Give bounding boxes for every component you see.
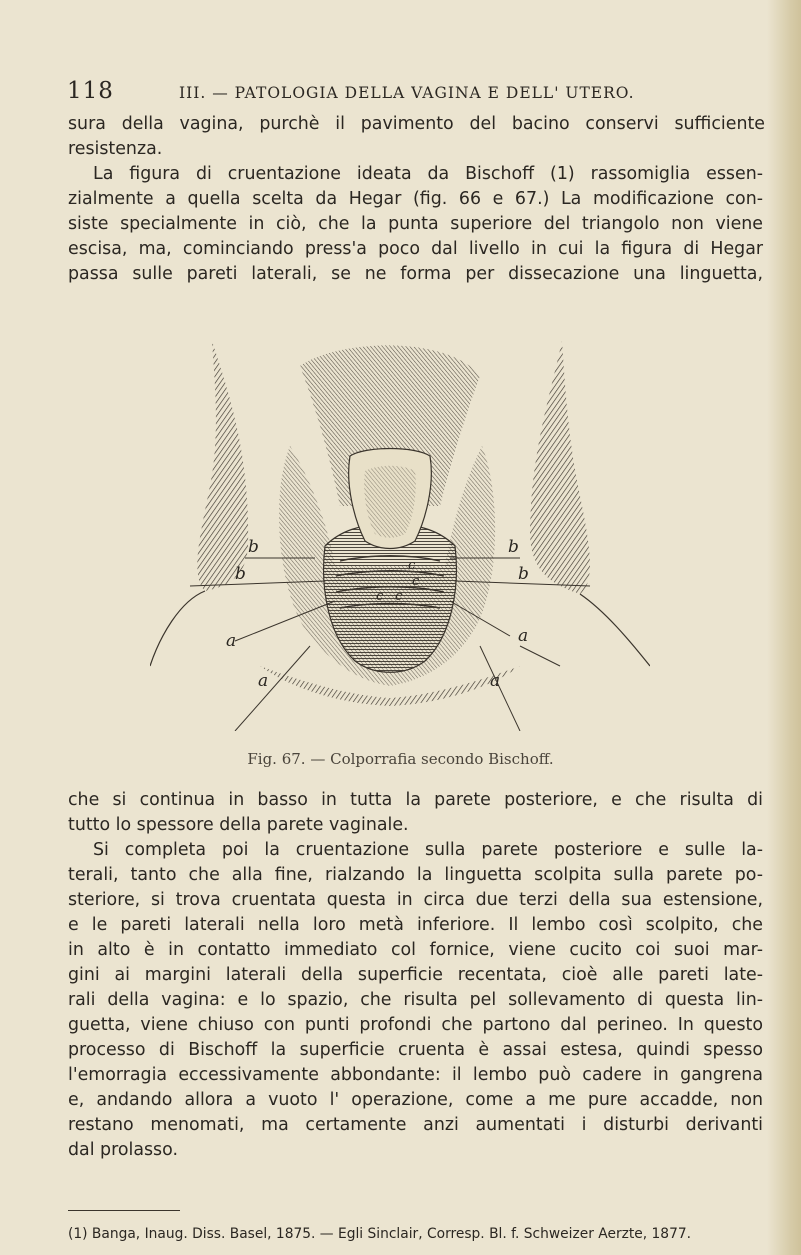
label-b-upper-left: b bbox=[248, 537, 259, 557]
label-c4: c bbox=[395, 589, 403, 604]
text-line: e le pareti laterali nella loro metà inferiore. Il lembo così scolpito, che bbox=[68, 915, 763, 935]
text-line: Si completa poi la cruentazione sulla parete posteriore e sulle la- bbox=[93, 840, 763, 860]
text-line: steriore, si trova cruentata questa in circa due terzi della sua estensione, bbox=[68, 890, 763, 910]
text-line: guetta, viene chiuso con punti profondi che partono dal perineo. In questo bbox=[68, 1015, 763, 1035]
label-a-bottom-left: a bbox=[258, 671, 269, 691]
right-thigh-shading bbox=[530, 341, 590, 594]
text-line: La figura di cruentazione ideata da Bischoff (1) rassomiglia essen- bbox=[93, 164, 763, 184]
label-c1: c bbox=[408, 558, 416, 573]
anatomical-illustration bbox=[150, 336, 650, 731]
text-line: resistenza. bbox=[68, 139, 163, 159]
text-line: restano menomati, ma certamente anzi aumentati i disturbi derivanti bbox=[68, 1115, 763, 1135]
label-b-lower-left: b bbox=[235, 564, 246, 584]
footnote: (1) Banga, Inaug. Diss. Basel, 1875. — Egli Sinclair, Corresp. Bl. f. Schweizer Aerzte, 1877. bbox=[68, 1226, 692, 1242]
text-line: terali, tanto che alla fine, rialzando la linguetta scolpita sulla parete po- bbox=[68, 865, 763, 885]
text-line: gini ai margini laterali della superficie recentata, cioè alle pareti late- bbox=[68, 965, 763, 985]
text-line: l'emorragia eccessivamente abbondante: il lembo può cadere in gangrena bbox=[68, 1065, 763, 1085]
running-head: III. — PATOLOGIA DELLA VAGINA E DELL' UTERO. bbox=[179, 84, 635, 102]
footnote-divider bbox=[68, 1210, 180, 1211]
figure-67 bbox=[150, 336, 650, 731]
text-line: zialmente a quella scelta da Hegar (fig. 66 e 67.) La modificazione con- bbox=[68, 189, 763, 209]
text-line: tutto lo spessore della parete vaginale. bbox=[68, 815, 409, 835]
page-number: 118 bbox=[67, 78, 114, 104]
label-c2: c bbox=[412, 574, 420, 589]
text-line: che si continua in basso in tutta la parete posteriore, e che risulta di bbox=[68, 790, 763, 810]
text-line: siste specialmente in ciò, che la punta superiore del triangolo non viene bbox=[68, 214, 763, 234]
text-line: e, andando allora a vuoto l' operazione, come a me pure accadde, non bbox=[68, 1090, 763, 1110]
label-c3: c bbox=[376, 589, 384, 604]
text-line: sura della vagina, purchè il pavimento del bacino conservi sufficiente bbox=[68, 114, 765, 134]
label-b-upper-right: b bbox=[508, 537, 519, 557]
figure-caption: Fig. 67. — Colporrafia secondo Bischoff. bbox=[247, 750, 554, 768]
page-header bbox=[67, 78, 767, 108]
label-a-left: a bbox=[226, 631, 237, 651]
label-a-right: a bbox=[518, 626, 529, 646]
label-a-bottom-right: a bbox=[490, 671, 501, 691]
text-line: passa sulle pareti laterali, se ne forma per dissecazione una linguetta, bbox=[68, 264, 763, 284]
text-line: dal prolasso. bbox=[68, 1140, 178, 1160]
text-line: rali della vagina: e lo spazio, che risulta pel sollevamento di questa lin- bbox=[68, 990, 763, 1010]
text-line: escisa, ma, cominciando press'a poco dal livello in cui la figura di Hegar bbox=[68, 239, 763, 259]
label-b-lower-right: b bbox=[518, 564, 529, 584]
page-edge-shadow bbox=[767, 0, 801, 1255]
left-thigh-shading bbox=[197, 341, 248, 591]
text-line: processo di Bischoff la superficie cruenta è assai estesa, quindi spesso bbox=[68, 1040, 763, 1060]
text-line: in alto è in contatto immediato col fornice, viene cucito coi suoi mar- bbox=[68, 940, 763, 960]
